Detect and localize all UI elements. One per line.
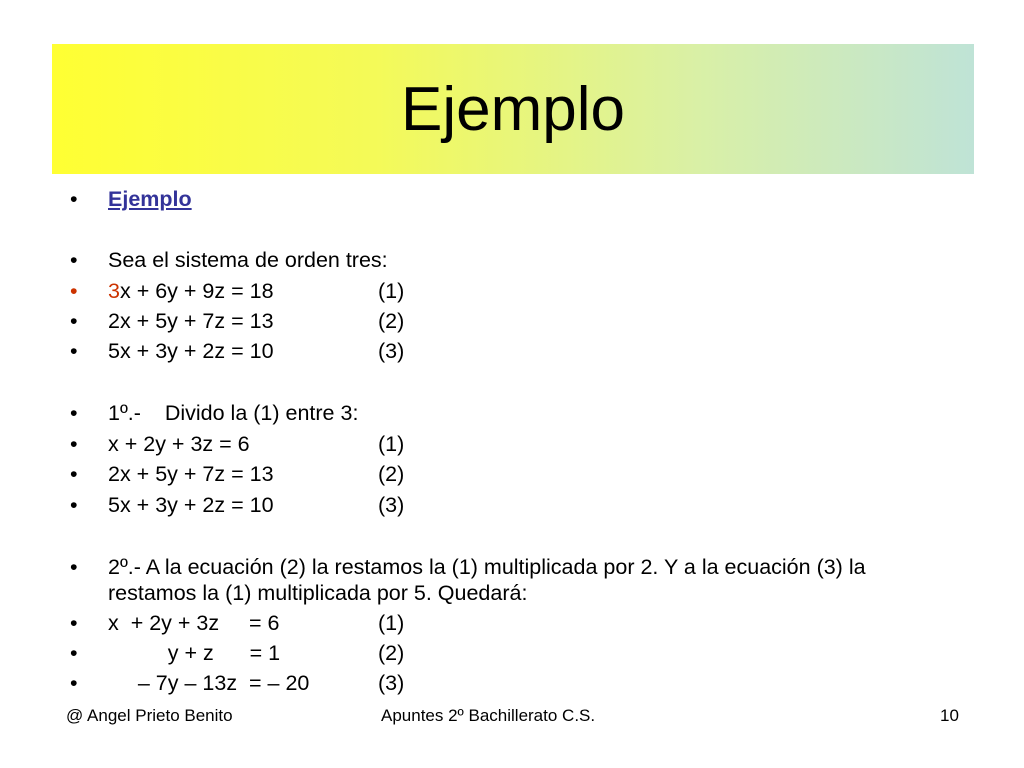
equation-number: (1): [378, 611, 405, 635]
equation-number: (2): [378, 641, 405, 665]
bullet-icon: •: [70, 187, 78, 211]
equation-text: y + z = 1: [108, 641, 281, 665]
equation-number: (1): [378, 279, 405, 303]
bullet-icon: •: [70, 555, 78, 579]
bullet-icon: •: [70, 493, 78, 517]
content-heading: Ejemplo: [108, 187, 192, 211]
bullet-icon: •: [70, 309, 78, 333]
equation-text: 2x + 5y + 7z = 13: [108, 462, 274, 486]
bullet-icon: •: [70, 611, 78, 635]
slide-title: Ejemplo: [401, 74, 625, 144]
equation-text: 5x + 3y + 2z = 10: [108, 493, 274, 517]
bullet-icon: •: [70, 279, 78, 303]
equation-number: (2): [378, 462, 405, 486]
bullet-icon: •: [70, 641, 78, 665]
bullet-icon: •: [70, 339, 78, 363]
equation-number: (3): [378, 671, 405, 695]
bullet-icon: •: [70, 248, 78, 272]
equation-text: 2x + 5y + 7z = 13: [108, 309, 274, 333]
footer-page-number: 10: [940, 706, 959, 725]
equation-number: (2): [378, 309, 405, 333]
bullet-icon: •: [70, 401, 78, 425]
bullet-icon: •: [70, 671, 78, 695]
equation-number: (3): [378, 339, 405, 363]
equation-text: x + 2y + 3z = 6: [108, 611, 280, 635]
footer-author: @ Angel Prieto Benito: [66, 706, 233, 725]
equation-number: (1): [378, 432, 405, 456]
equation-body: x + 6y + 9z = 18: [119, 279, 274, 303]
highlighted-coefficient: 3: [108, 279, 120, 303]
step1-text: 1º.- Divido la (1) entre 3:: [108, 401, 359, 425]
bullet-icon: •: [70, 432, 78, 456]
equation-text: x + 2y + 3z = 6: [108, 432, 250, 456]
equation-number: (3): [378, 493, 405, 517]
intro-text: Sea el sistema de orden tres:: [108, 248, 388, 272]
equation-text: – 7y – 13z = – 20: [108, 671, 310, 695]
bullet-icon: •: [70, 462, 78, 486]
step2-text: 2º.- A la ecuación (2) la restamos la (1) multiplicada por 2. Y a la ecuación (3) la restamos la (1) multiplicada por 5. Quedará:: [108, 555, 866, 605]
footer-course: Apuntes 2º Bachillerato C.S.: [381, 706, 596, 725]
equation-text: 5x + 3y + 2z = 10: [108, 339, 274, 363]
title-banner: [52, 44, 974, 174]
equation-text: [108, 276, 274, 306]
bullet-row-step2: [70, 554, 908, 606]
